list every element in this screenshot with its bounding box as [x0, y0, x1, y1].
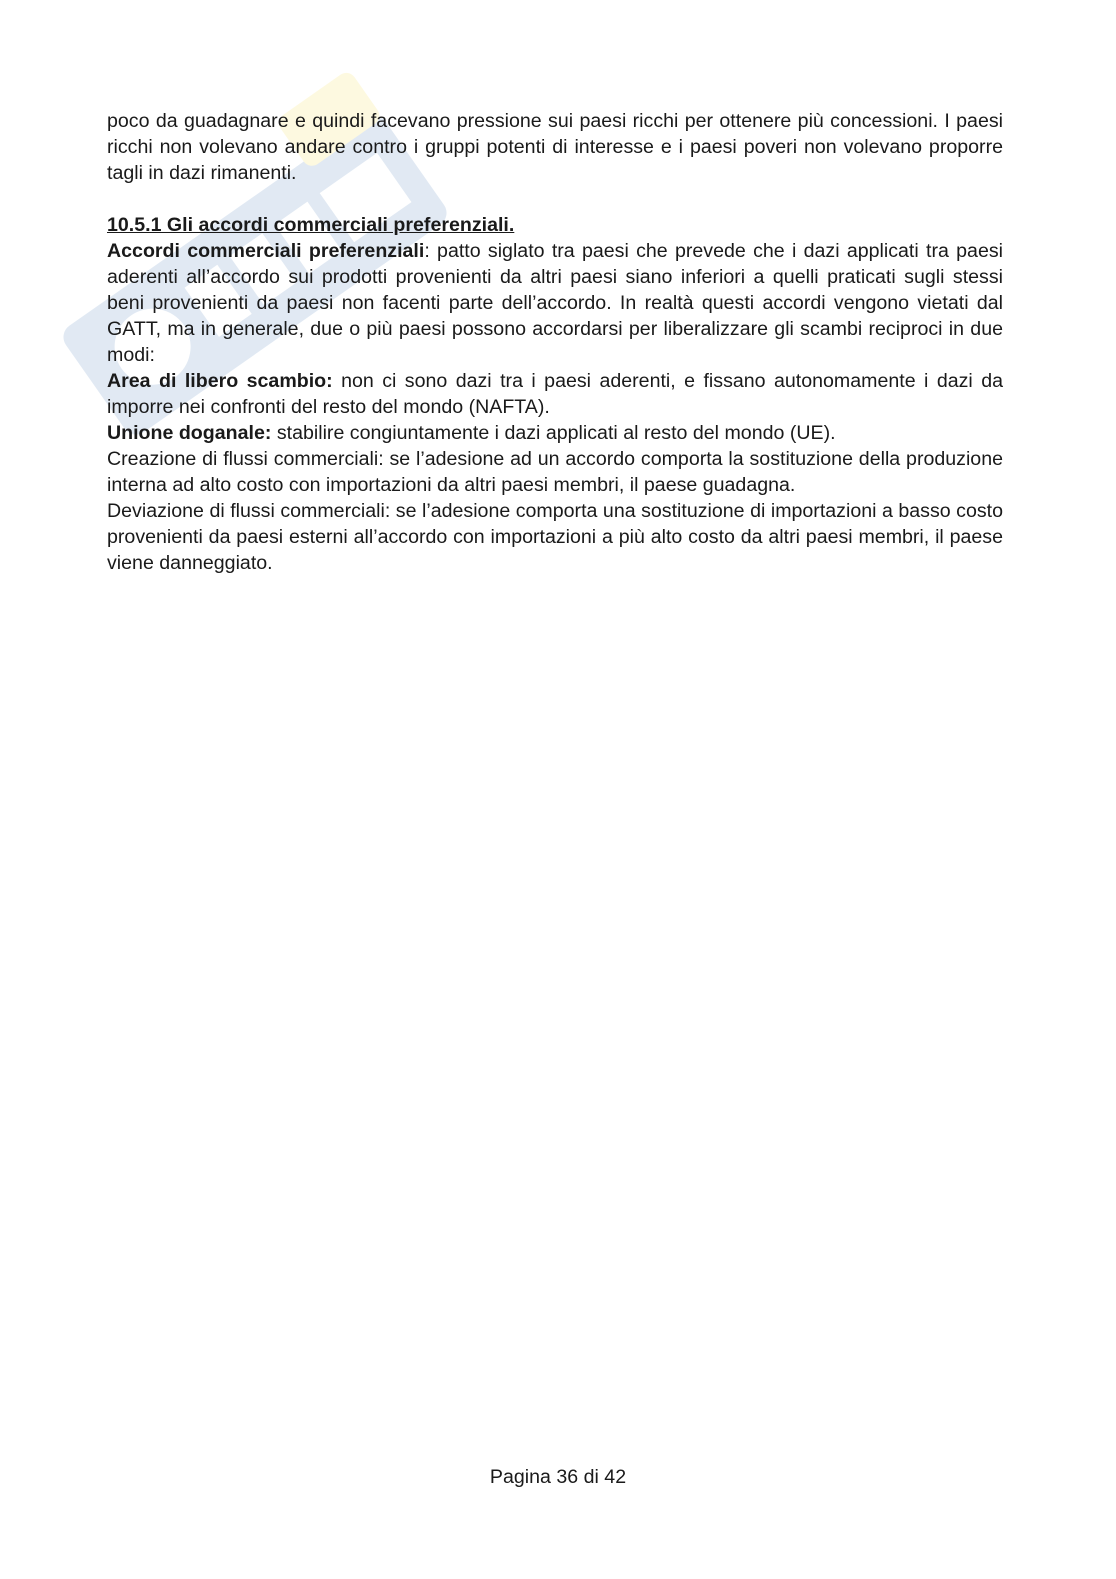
customs-union-term: Unione doganale: — [107, 422, 272, 444]
customs-union-text: stabilire congiuntamente i dazi applicati al resto del mondo (UE). — [271, 422, 836, 444]
definition-term: Accordi commerciali preferenziali — [107, 240, 425, 262]
page-number: Pagina 36 di 42 — [489, 1466, 627, 1488]
trade-creation-paragraph: Creazione di flussi commerciali: se l’adesione ad un accordo comporta la sostituzione della produzione interna ad alto costo con importazioni da altri paesi membri, il paese guadagna. — [107, 448, 1003, 496]
intro-paragraph: poco da guadagnare e quindi facevano pressione sui paesi ricchi per ottenere più concessioni. I paesi ricchi non volevano andare contro i gruppi potenti di interesse e i paesi poveri non volevano proporre tagli in dazi rimanenti. — [107, 110, 1003, 184]
free-trade-paragraph — [107, 368, 1003, 420]
page-body — [107, 108, 1003, 576]
free-trade-term: Area di libero scambio: — [107, 370, 333, 392]
definition-paragraph — [107, 238, 1003, 368]
definition-text: : patto siglato tra paesi che prevede che i dazi applicati tra paesi aderenti all’accordo sui prodotti provenienti da altri paesi siano inferiori a quelli praticati sugli stessi beni provenienti da paesi non facenti parte dell’accordo. In realtà questi accordi vengono vietati dal GATT, ma in generale, due o più paesi possono accordarsi per liberalizzare gli scambi reciproci in due modi: — [107, 240, 1003, 366]
free-trade-text: non ci sono dazi tra i paesi aderenti, e fissano autonomamente i dazi da imporre nei confronti del resto del mondo (NAFTA). — [107, 370, 1003, 418]
paragraph-spacer — [107, 186, 1003, 212]
section-heading: 10.5.1 Gli accordi commerciali preferenziali. — [107, 214, 515, 236]
customs-union-paragraph — [107, 420, 1003, 446]
trade-diversion-paragraph: Deviazione di flussi commerciali: se l’adesione comporta una sostituzione di importazioni a basso costo provenienti da paesi esterni all’accordo con importazioni a più alto costo da altri paesi membri, il paese viene danneggiato. — [107, 500, 1003, 574]
